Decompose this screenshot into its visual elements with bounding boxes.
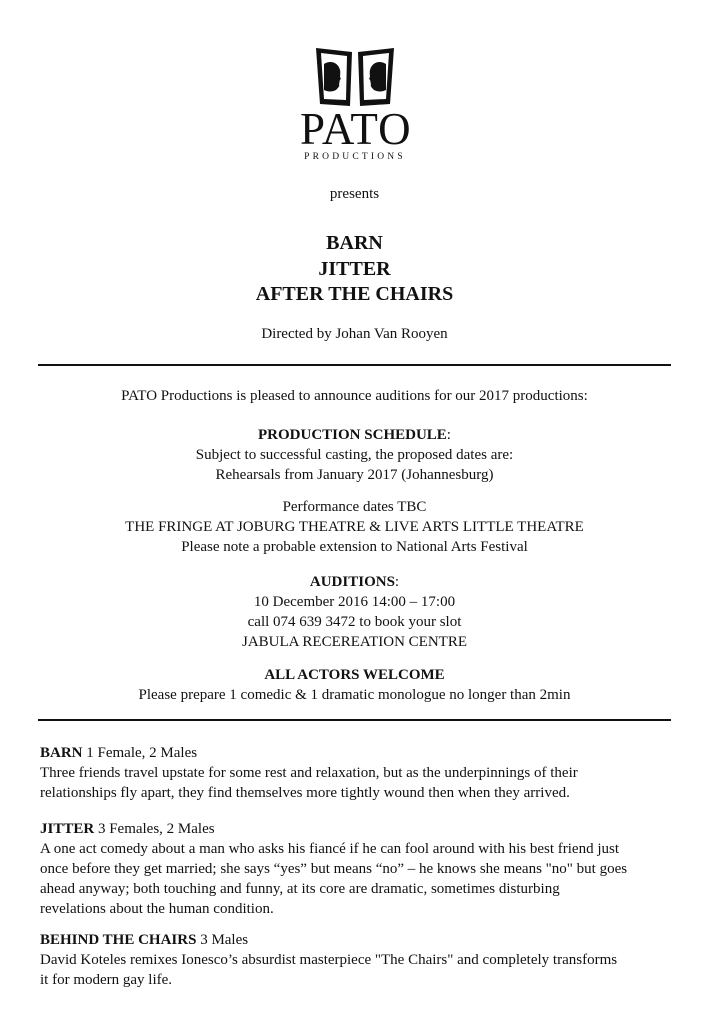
play-title: JITTER	[40, 821, 95, 837]
play-cast: 1 Female, 2 Males	[82, 745, 198, 761]
auditions-line: JABULA RECEREATION CENTRE	[242, 634, 467, 650]
presents-text: presents	[329, 186, 380, 202]
title-barn: BARN	[326, 232, 383, 254]
performance-line: Please note a probable extension to National Arts Festival	[181, 539, 528, 555]
auditions-heading: AUDITIONS	[309, 574, 395, 590]
welcome-line: Please prepare 1 comedic & 1 dramatic monologue no longer than 2min	[138, 687, 571, 703]
play-title: BEHIND THE CHAIRS	[40, 932, 197, 948]
divider-bottom	[38, 719, 671, 721]
schedule-heading-line	[0, 425, 709, 445]
play-cast: 3 Males	[196, 932, 249, 948]
performance-line: THE FRINGE AT JOBURG THEATRE & LIVE ARTS LITTLE THEATRE	[125, 519, 584, 535]
play-heading	[40, 743, 670, 763]
schedule-line: Rehearsals from January 2017 (Johannesburg)	[215, 467, 494, 483]
logo-subtitle: PRODUCTIONS	[304, 152, 406, 162]
play-title: BARN	[40, 745, 83, 761]
auditions-colon: :	[394, 574, 400, 590]
auditions-heading-line	[0, 572, 709, 592]
play-heading	[40, 819, 670, 839]
play-text-line: revelations about the human condition.	[40, 901, 274, 917]
play-text-line: ahead anyway; both touching and funny, at its core are dramatic, sometimes disturbing	[40, 881, 560, 897]
play-text-line: it for modern gay life.	[40, 972, 173, 988]
schedule-heading: PRODUCTION SCHEDULE	[258, 427, 447, 443]
auditions-line: call 074 639 3472 to book your slot	[247, 614, 462, 630]
welcome-section	[0, 665, 709, 705]
schedule-section	[0, 425, 709, 485]
play-text-line: once before they get married; she says “yes” but means “no” – he knows she means "no" but goes	[40, 861, 628, 877]
play-text-line: relationships fly apart, they find themselves more tightly wound then when they arrived.	[40, 785, 570, 801]
logo-wordmark: PATO	[300, 104, 412, 154]
play-description-behind-the-chairs	[40, 930, 670, 990]
divider-top	[38, 364, 671, 366]
production-titles	[0, 231, 709, 308]
title-jitter: JITTER	[318, 257, 391, 280]
welcome-heading: ALL ACTORS WELCOME	[264, 667, 445, 683]
auditions-section	[0, 572, 709, 652]
play-description-barn	[40, 743, 670, 803]
title-after-the-chairs: AFTER THE CHAIRS	[255, 283, 454, 305]
director-credit: Directed by Johan Van Rooyen	[261, 326, 448, 342]
play-text-line: David Koteles remixes Ionesco’s absurdist masterpiece "The Chairs" and completely transforms	[40, 952, 618, 968]
performance-line: Performance dates TBC	[282, 499, 427, 515]
schedule-line: Subject to successful casting, the proposed dates are:	[195, 447, 514, 463]
play-cast: 3 Females, 2 Males	[94, 821, 215, 837]
play-description-jitter	[40, 819, 670, 919]
announcement: PATO Productions is pleased to announce auditions for our 2017 productions:	[121, 388, 588, 404]
performance-section	[0, 497, 709, 557]
play-text-line: Three friends travel upstate for some rest and relaxation, but as the underpinnings of their	[40, 765, 578, 781]
theatre-masks-icon	[310, 46, 400, 108]
schedule-colon: :	[446, 427, 451, 443]
auditions-line: 10 December 2016 14:00 – 17:00	[253, 594, 456, 610]
pato-logo	[300, 46, 410, 163]
play-text-line: A one act comedy about a man who asks his fiancé if he can fool around with his best friend just	[40, 841, 620, 857]
play-heading	[40, 930, 670, 950]
